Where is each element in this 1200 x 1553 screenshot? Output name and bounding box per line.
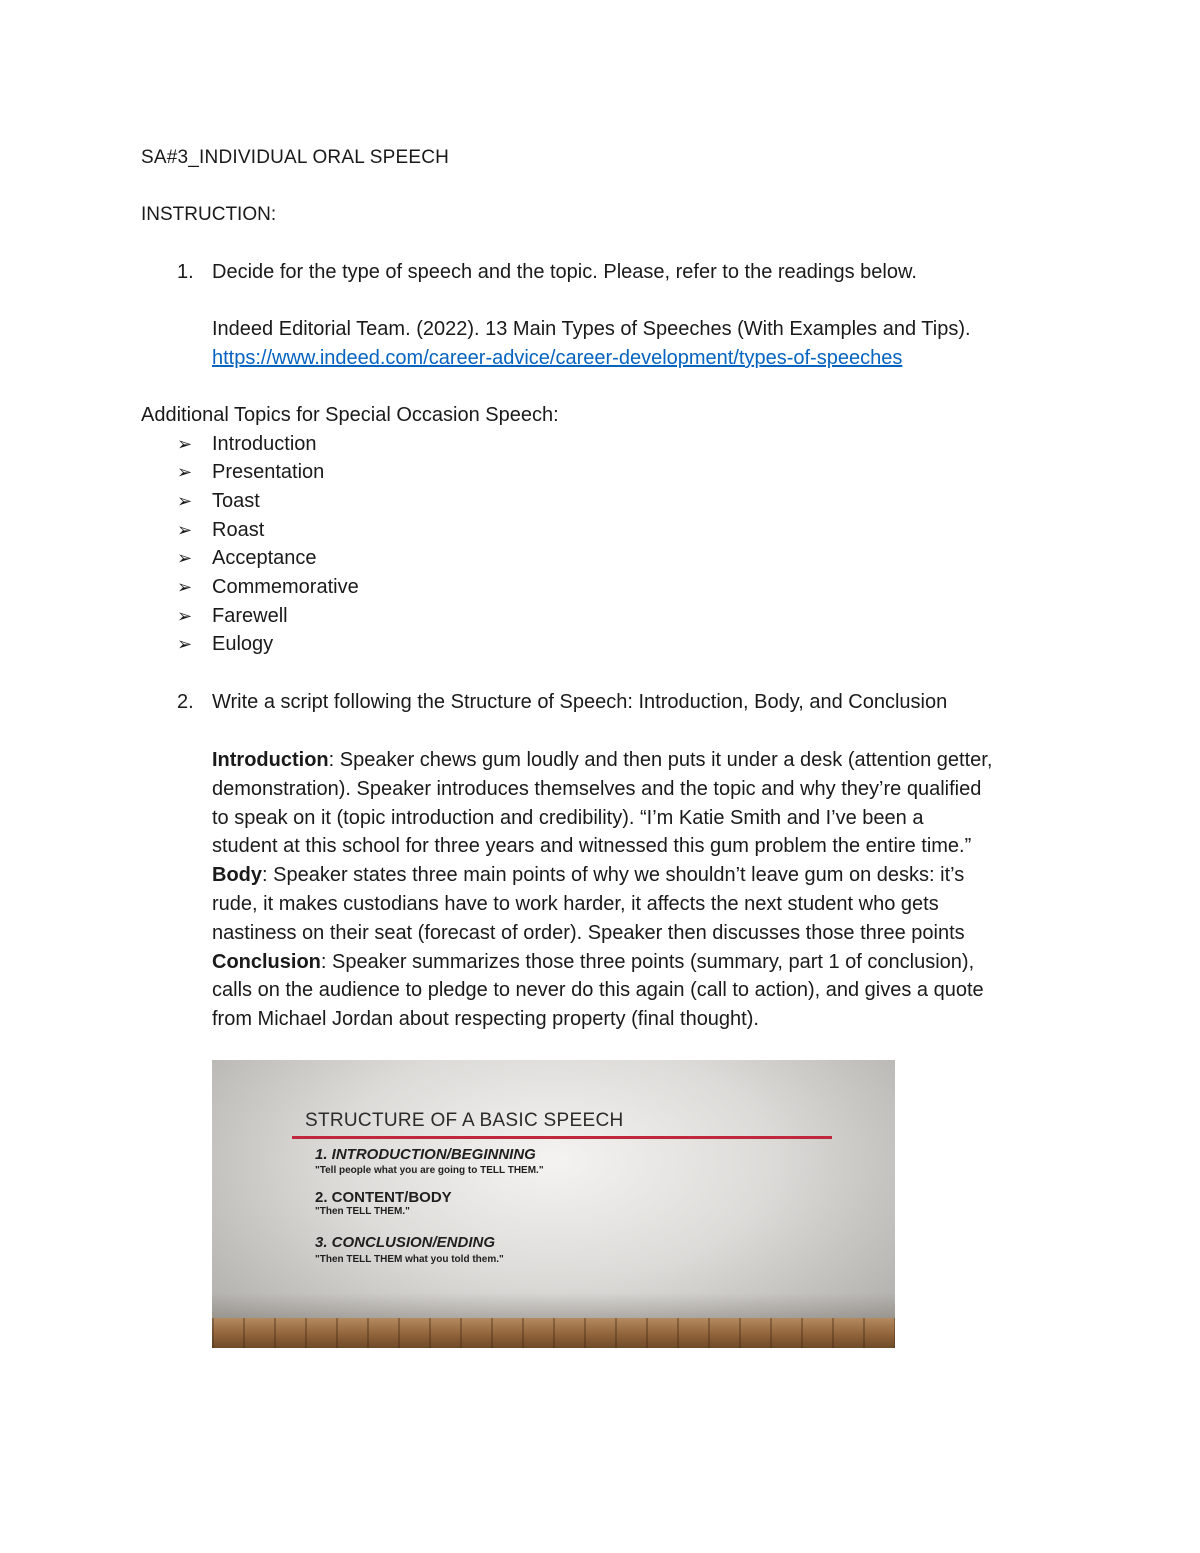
step-1-number: 1.: [177, 261, 194, 283]
topic-label: Introduction: [212, 433, 317, 455]
list-item: [177, 630, 273, 659]
list-item: [177, 573, 359, 602]
arrow-bullet-icon: ➢: [177, 491, 193, 512]
introduction-label: Introduction: [212, 749, 329, 771]
conclusion-label: Conclusion: [212, 950, 321, 973]
arrow-bullet-icon: ➢: [177, 520, 193, 541]
arrow-bullet-icon: ➢: [177, 434, 193, 455]
arrow-bullet-icon: ➢: [177, 462, 193, 483]
step-1-text: Decide for the type of speech and the topic. Please, refer to the readings below.: [212, 261, 917, 283]
speech-example-paragraph: Introduction: Speaker chews gum loudly and then puts it under a desk (attention getter, demonstration). Speaker introduces themselves and the topic and why they’re qualified to speak on it (topic introduction and credibility). “I’m Katie Smith and I’ve been a student at this school for three years and witnessed this gum problem the entire time.” Body: Speaker states three main points of why we shouldn’t leave gum on desks: it’s rude, it makes custodians have to work harder, it affects the next student who gets nastiness on their seat (forecast of order). Speaker then discusses those three points Conclusion: Speaker summarizes those three points (summary, part 1 of conclusion), calls on the audience to pledge to never do this again (call to action), and gives a quote from Michael Jordan about respecting property (final thought).: [212, 749, 993, 1031]
topic-label: Roast: [212, 519, 265, 541]
instruction-label: INSTRUCTION:: [141, 204, 277, 225]
reference-link[interactable]: https://www.indeed.com/career-advice/career-development/types-of-speeches: [212, 347, 903, 369]
topic-label: Eulogy: [212, 633, 274, 655]
topic-label: Presentation: [212, 461, 325, 483]
arrow-bullet-icon: ➢: [177, 577, 193, 598]
slide-item-heading: 2. CONTENT/BODY: [315, 1189, 452, 1206]
topic-label: Toast: [212, 490, 260, 512]
slide-item-sub: "Tell people what you are going to TELL THEM.": [315, 1165, 544, 1176]
list-item: [177, 544, 317, 573]
body-label: Body: [212, 864, 262, 887]
step-2-number: 2.: [177, 691, 194, 713]
list-item: [177, 602, 288, 631]
topic-label: Acceptance: [212, 547, 317, 569]
slide-item-heading: 1. INTRODUCTION/BEGINNING: [315, 1146, 536, 1163]
slide-item-sub: "Then TELL THEM.": [315, 1206, 410, 1217]
speech-structure-slide-image: [212, 1060, 895, 1348]
topic-label: Commemorative: [212, 576, 359, 598]
additional-topics-heading: Additional Topics for Special Occasion Speech:: [141, 404, 559, 426]
slide-item-heading: 3. CONCLUSION/ENDING: [315, 1234, 496, 1251]
arrow-bullet-icon: ➢: [177, 606, 193, 627]
list-item: [177, 487, 260, 516]
slide-title: STRUCTURE OF A BASIC SPEECH: [305, 1110, 624, 1131]
arrow-bullet-icon: ➢: [177, 548, 193, 569]
slide-accent-rule: [292, 1136, 832, 1139]
topic-label: Farewell: [212, 605, 288, 627]
list-item: [177, 516, 264, 545]
list-item: [177, 430, 317, 459]
list-item: [177, 458, 324, 487]
citation: Indeed Editorial Team. (2022). 13 Main Types of Speeches (With Examples and Tips).: [212, 318, 971, 340]
wood-floor: [212, 1318, 895, 1348]
arrow-bullet-icon: ➢: [177, 634, 193, 655]
slide-item-sub: "Then TELL THEM what you told them.": [315, 1254, 504, 1265]
document-title: SA#3_INDIVIDUAL ORAL SPEECH: [141, 147, 450, 168]
step-2-text: Write a script following the Structure of Speech: Introduction, Body, and Conclusion: [212, 691, 948, 713]
